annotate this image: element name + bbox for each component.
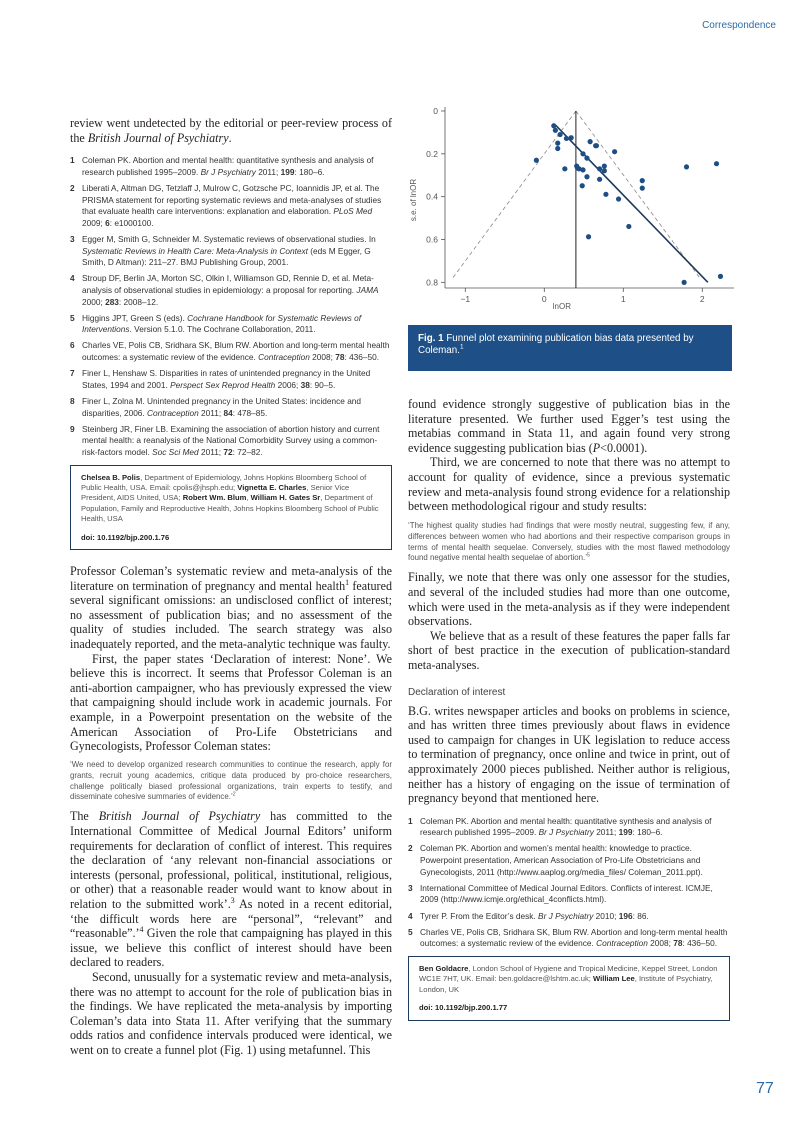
data-point	[603, 192, 608, 197]
letter2-paragraph-8	[408, 629, 730, 673]
text-run: (eds M Egger, G Smith, D Altman): 211–27. BMJ Publishing Group, 2001.	[82, 245, 371, 268]
text-run: , London School of Hygiene and Tropical Medicine, Keppel Street, London WC1E 7HT, UK. Email: ben.goldacre@lshtm.ac.uk;	[419, 964, 718, 984]
text-run: Br J Psychiatry	[200, 166, 256, 177]
text-run: PLoS Med	[333, 206, 373, 217]
reference-number: 4	[408, 910, 413, 921]
letter2-paragraph-5	[408, 397, 730, 455]
text-run: , Senior Vice President, AIDS United, USA;	[81, 483, 350, 503]
data-point	[580, 183, 585, 188]
text-run: Ben Goldacre	[419, 964, 469, 973]
text-run: 199	[280, 166, 295, 177]
text-run: Liberati A, Altman DG, Tetzlaff J, Mulrow C, Gotzsche PC, Ioannidis JP, et al. The PRISMA statement for reporting systematic reviews and meta-analyses of studies that evaluate health care interventions: explanation and elaboration.	[82, 182, 382, 217]
text-run: JAMA	[356, 284, 379, 295]
text-run: Higgins JPT, Green S (eds).	[82, 312, 188, 323]
text-run: Finally, we note that there was only one assessor for the studies, and several of the included studies had more than one outcome, which were used in the meta-analysis as if they were independent observations.	[408, 570, 730, 629]
text-run: Second, unusually for a systematic review and meta-analysis, there was no attempt to account for the role of publication bias in the findings. We have replicated the meta-analysis by importing Coleman’s data into Stata 11. After verifying that the summary odds ratios and confidence intervals produced were identical, we went on to create a funnel plot (Fig. 1) using metafunnel. This	[70, 969, 392, 1057]
data-point	[553, 128, 558, 133]
reference-number: 5	[408, 926, 413, 937]
text-run: We believe that as a result of these features the paper falls far short of best practice in the execution of publication-standard meta-analyses.	[408, 628, 730, 672]
text-run: : e1000100.	[109, 217, 154, 228]
funnel-limit-right	[576, 111, 700, 278]
letter2-author-box	[408, 956, 730, 1021]
data-point	[580, 151, 585, 156]
text-run: 2009;	[82, 217, 106, 228]
reference-item	[408, 911, 730, 923]
text-run: B.G. writes newspaper articles and books on problems in science, and has written three times previously about flaws in evidence used to campaign for changes in UK legislation to reduce access to termination of pregnancy, once online and twice in print, out of approximately 2000 pieces published. Neither author is religious, neither has a history of engaging on the issue of termination of pregnancy beyond that mentioned here.	[408, 703, 730, 806]
text-run: 2011;	[593, 827, 619, 838]
x-tick-label: 1	[620, 294, 626, 304]
reference-item	[70, 234, 392, 269]
text-run: Contraception	[596, 938, 648, 949]
data-point	[558, 132, 563, 137]
citation-superscript: 5	[586, 552, 590, 559]
letter2-doi[interactable]: doi: 10.1192/bjp.200.1.77	[419, 1003, 508, 1013]
data-point	[588, 139, 593, 144]
review-quote	[408, 521, 730, 565]
letter2-paragraph-4	[70, 970, 392, 1058]
letter2-paragraph-7	[408, 570, 730, 628]
data-point	[584, 156, 589, 161]
text-run: has committed to the International Committee of Medical Journal Editors’ uniform requirements for declaration of conflict of interest. This requires the declaration of ‘any relevant non-financial associations or interests (personal, professional, political, institutional, religious, or other) that a reasonable reader would want to know about in relation to the submitted work’.	[70, 809, 393, 911]
reference-item	[70, 155, 392, 178]
data-point	[569, 135, 574, 140]
y-tick-label: 0.4	[426, 191, 438, 202]
text-run: Given the role that campaigning has played in this issue, we believe this conflict of interest should have been declared to readers.	[70, 926, 392, 970]
letter2-paragraph-3	[70, 809, 392, 970]
text-run: As noted in a recent editorial, ‘the difficult words here are “personal”, “relevant” and “reasonable”.’	[70, 896, 392, 941]
funnel-limit-left	[453, 111, 576, 278]
reference-item	[70, 313, 392, 336]
text-run: Finer L, Zolna M. Unintended pregnancy in the United States: incidence and disparities, 2006.	[82, 396, 362, 418]
text-run: Funnel plot examining publication bias data presented by Coleman.	[418, 333, 694, 356]
text-run: , Department of Epidemiology, Johns Hopkins Bloomberg School of Public Health, USA. Email: cpolis@jhsph.edu;	[81, 472, 367, 492]
reference-number: 1	[70, 155, 75, 166]
data-point	[562, 166, 567, 171]
reference-number: 1	[408, 815, 413, 826]
citation-superscript: 3	[230, 895, 235, 905]
reference-item	[70, 424, 392, 459]
text-run: Coleman PK. Abortion and mental health: quantitative synthesis and analysis of research published 1995–2009.	[420, 815, 712, 838]
text-run: Contraception	[147, 407, 199, 418]
text-run: The	[70, 809, 99, 824]
data-point	[718, 274, 723, 279]
text-run: : 180–6.	[632, 827, 663, 838]
text-run: 2011;	[255, 166, 281, 177]
data-point	[626, 224, 631, 229]
text-run: Steinberg JR, Finer LB. Examining the association of abortion history and current mental health: a reanalysis of the National Comorbidity Survey using a common-risk-factors model.	[82, 423, 380, 457]
text-run: Charles VE, Polis CB, Sridhara SK, Blum RW. Abortion and long-term mental health outcomes: a systematic review of the evidence.	[82, 340, 390, 363]
text-run: Systematic Reviews in Health Care: Meta-Analysis in Context	[82, 245, 308, 256]
letter1-closing-paragraph	[70, 116, 392, 145]
text-run: Br J Psychiatry	[538, 910, 594, 921]
data-point	[584, 174, 589, 179]
text-run: 6	[105, 217, 110, 228]
text-run: Charles VE, Polis CB, Sridhara SK, Blum RW. Abortion and long-term mental health outcomes: a systematic review of the evidence.	[420, 926, 728, 949]
text-run: ‘We need to develop organized research communities to continue the research, apply for grants, recruit young academics, critique data produced by pro-choice researchers, challenge politically biased professional organizations, train experts to testify, and disseminate cohesive summaries of evidence.’	[70, 759, 392, 802]
text-run: 84	[223, 407, 233, 418]
reference-item	[408, 816, 730, 839]
reference-item	[70, 368, 392, 391]
reference-number: 8	[70, 396, 75, 407]
data-point	[714, 161, 719, 166]
text-run: Vignetta E. Charles	[237, 483, 307, 492]
text-run: 2011;	[198, 447, 224, 457]
text-run: Egger M, Smith G, Schneider M. Systematic reviews of observational studies. In	[82, 233, 376, 244]
letter2-paragraph-6	[408, 455, 730, 513]
text-run: Professor Coleman’s systematic review and meta-analysis of the literature on termination of pregnancy and mental health	[70, 564, 392, 593]
data-point	[602, 163, 607, 168]
reference-item	[70, 183, 392, 229]
left-column	[70, 116, 392, 1057]
text-run: 38	[300, 379, 310, 390]
reference-number: 3	[70, 233, 75, 244]
y-axis-label: s.e. of lnOR	[409, 178, 418, 222]
text-run: Coleman PK. Abortion and women’s mental health: knowledge to practice. Powerpoint presentation, American Association of Pro-Life Obstetricians and Gynecologists, 2011 (http://www.aaplog.org/media_files/ Coleman_2011.ppt).	[420, 843, 703, 877]
letter1-author-box	[70, 465, 392, 550]
right-column	[408, 397, 730, 1021]
text-run: British Journal of Psychiatry	[87, 130, 229, 145]
reference-item	[70, 273, 392, 308]
data-point	[580, 167, 585, 172]
declaration-heading: Declaration of interest	[408, 686, 506, 698]
data-point	[684, 164, 689, 169]
text-run: Tyrer P. From the Editor’s desk.	[420, 910, 539, 921]
data-point	[534, 158, 539, 163]
reference-number: 9	[70, 423, 75, 434]
citation-superscript: 1	[345, 577, 350, 587]
data-point	[586, 234, 591, 239]
text-run: 2011;	[198, 407, 224, 418]
text-run: : 2008–12.	[118, 296, 159, 307]
reference-number: 6	[70, 340, 75, 351]
text-run: , Department of Population, Family and Reproductive Health, Johns Hopkins Bloomberg School of Public Health, USA	[81, 493, 379, 524]
x-axis-label: lnOR	[552, 302, 572, 311]
data-point	[597, 177, 602, 182]
data-point	[682, 280, 687, 285]
y-tick-label: 0.6	[426, 234, 438, 245]
reference-number: 3	[408, 882, 413, 893]
text-run: ,	[246, 493, 251, 503]
reference-number: 5	[70, 312, 75, 323]
text-run: : 86.	[632, 910, 649, 921]
text-run: William Lee	[593, 974, 635, 984]
section-header: Correspondence	[702, 20, 776, 31]
text-run: 2000;	[82, 296, 106, 307]
data-point	[551, 123, 556, 128]
text-run: 283	[105, 296, 119, 307]
text-run: William H. Gates Sr	[250, 493, 321, 503]
declaration-paragraph	[408, 704, 730, 806]
text-run: . Version 5.1.0. The Cochrane Collaboration, 2011.	[129, 324, 316, 335]
text-run: .	[228, 130, 232, 145]
data-point	[640, 186, 645, 191]
y-tick-label: 0	[433, 106, 438, 116]
letter2-paragraph-2	[70, 652, 392, 754]
figure-caption	[408, 325, 732, 371]
y-tick-label: 0.8	[426, 277, 438, 288]
letter1-references	[70, 155, 392, 458]
data-point	[594, 143, 599, 148]
text-run: 2008;	[309, 352, 336, 363]
text-run: <0.0001).	[600, 440, 648, 455]
letter2-authors	[419, 964, 719, 995]
text-run: Cochrane Handbook for Systematic Reviews of Interventions	[82, 312, 361, 335]
letter1-doi[interactable]: doi: 10.1192/bjp.200.1.76	[81, 532, 170, 542]
data-point	[640, 178, 645, 183]
text-run: : 180–6.	[294, 166, 325, 177]
text-run: : 72–82.	[232, 447, 263, 457]
text-run: 78	[673, 938, 683, 949]
text-run: Finer L, Henshaw S. Disparities in rates of unintended pregnancy in the United States, 1994 and 2001.	[82, 368, 371, 390]
text-run: review went undetected by the editorial or peer-review process of the	[70, 116, 392, 145]
text-run: Coleman PK. Abortion and mental health: quantitative synthesis and analysis of research published 1995–2009.	[82, 155, 374, 177]
text-run: British Journal of Psychiatry	[98, 809, 261, 824]
x-tick-label: 0	[541, 294, 547, 304]
text-run: International Committee of Medical Journal Editors. Conflicts of interest. ICMJE, 2009 (http://www.icmje.org/ethical_4conflicts.html).	[420, 882, 713, 905]
data-point	[555, 141, 560, 146]
text-run: 199	[618, 827, 633, 838]
data-point	[612, 149, 617, 154]
text-run: First, the paper states ‘Declaration of interest: None’. We believe this is incorrect. It seems that Professor Coleman is an anti-abortion campaigner, who has previously expressed the view that campaigning should include work in academic journals. For example, in a Powerpoint presentation on the website of the American Association of Pro-Life Obstetricians and Gynecologists, Professor Coleman states:	[70, 651, 392, 754]
text-run: 2006;	[275, 379, 301, 390]
text-run: : 436–50.	[344, 352, 380, 363]
text-run: found evidence strongly suggestive of publication bias in the literature presented. We further used Egger’s test using the metabias command in Stata 11, and again found very strong evidence suggesting publication bias (	[408, 397, 730, 455]
data-point	[564, 136, 569, 141]
letter1-authors	[81, 473, 381, 525]
data-point	[555, 146, 560, 151]
text-run: Third, we are concerned to note that there was no attempt to account for quality of evidence, since a previous systematic review and meta-analysis found strong evidence for a relationship between methodological rigour and study results:	[408, 455, 730, 514]
text-run: P	[592, 440, 601, 455]
reference-number: 2	[408, 843, 413, 854]
text-run: ‘The highest quality studies had findings that were mostly neutral, suggesting few, if any, differences between women who had abortions and their respective comparison groups in terms of mental health sequelae. Conversely, studies with the most flawed methodology found negative mental health sequelae of abortion.’	[408, 520, 730, 563]
letter2-references	[408, 816, 730, 950]
text-run: : 478–85.	[232, 407, 268, 418]
text-run: Chelsea B. Polis	[81, 472, 141, 482]
data-point	[616, 196, 621, 201]
reference-item	[408, 927, 730, 950]
reference-item	[408, 883, 730, 906]
text-run: : 436–50.	[682, 938, 718, 949]
reference-item	[408, 843, 730, 878]
text-run: 196	[618, 910, 633, 921]
coleman-quote	[70, 760, 392, 804]
data-point	[597, 166, 602, 171]
reference-item	[70, 396, 392, 419]
funnel-plot	[400, 90, 740, 320]
reference-item	[70, 340, 392, 363]
citation-superscript: 2	[232, 791, 236, 798]
text-run: Soc Sci Med	[152, 447, 199, 457]
data-point	[602, 168, 607, 173]
citation-superscript: 4	[139, 925, 144, 935]
citation-superscript: 1	[459, 343, 464, 351]
text-run: Stroup DF, Berlin JA, Morton SC, Olkin I, Williamson GD, Rennie D, et al. Meta-analysis of observational studies in epidemiology: a proposal for reporting.	[82, 273, 374, 295]
egger-regression-line	[555, 125, 707, 282]
text-run: featured several significant omissions: an undisclosed conflict of interest; no assessment of publication bias; and no assessment of the quality of studies included. The search strategy was also inadequately reported, and the meta-analytic technique was faulty.	[70, 578, 392, 651]
text-run: : 90–5.	[309, 379, 336, 390]
reference-number: 4	[70, 273, 75, 284]
text-run: Robert Wm. Blum	[182, 493, 247, 503]
text-run: Contraception	[258, 352, 310, 363]
text-run: , Institute of Psychiatry, London, UK	[419, 974, 713, 994]
x-tick-label: −1	[460, 294, 471, 304]
text-run: Br J Psychiatry	[538, 827, 594, 838]
y-tick-label: 0.2	[426, 148, 438, 159]
text-run: 72	[223, 447, 233, 457]
page-number: 77	[756, 1080, 774, 1097]
text-run: 2008;	[647, 938, 674, 949]
x-tick-label: 2	[699, 294, 705, 304]
reference-number: 2	[70, 182, 75, 193]
reference-number: 7	[70, 368, 75, 379]
text-run: 78	[335, 352, 345, 363]
text-run: 2010;	[593, 910, 619, 921]
text-run: Fig. 1	[418, 333, 444, 344]
letter2-paragraph-1	[70, 564, 392, 652]
text-run: Perspect Sex Reprod Health	[170, 379, 276, 390]
